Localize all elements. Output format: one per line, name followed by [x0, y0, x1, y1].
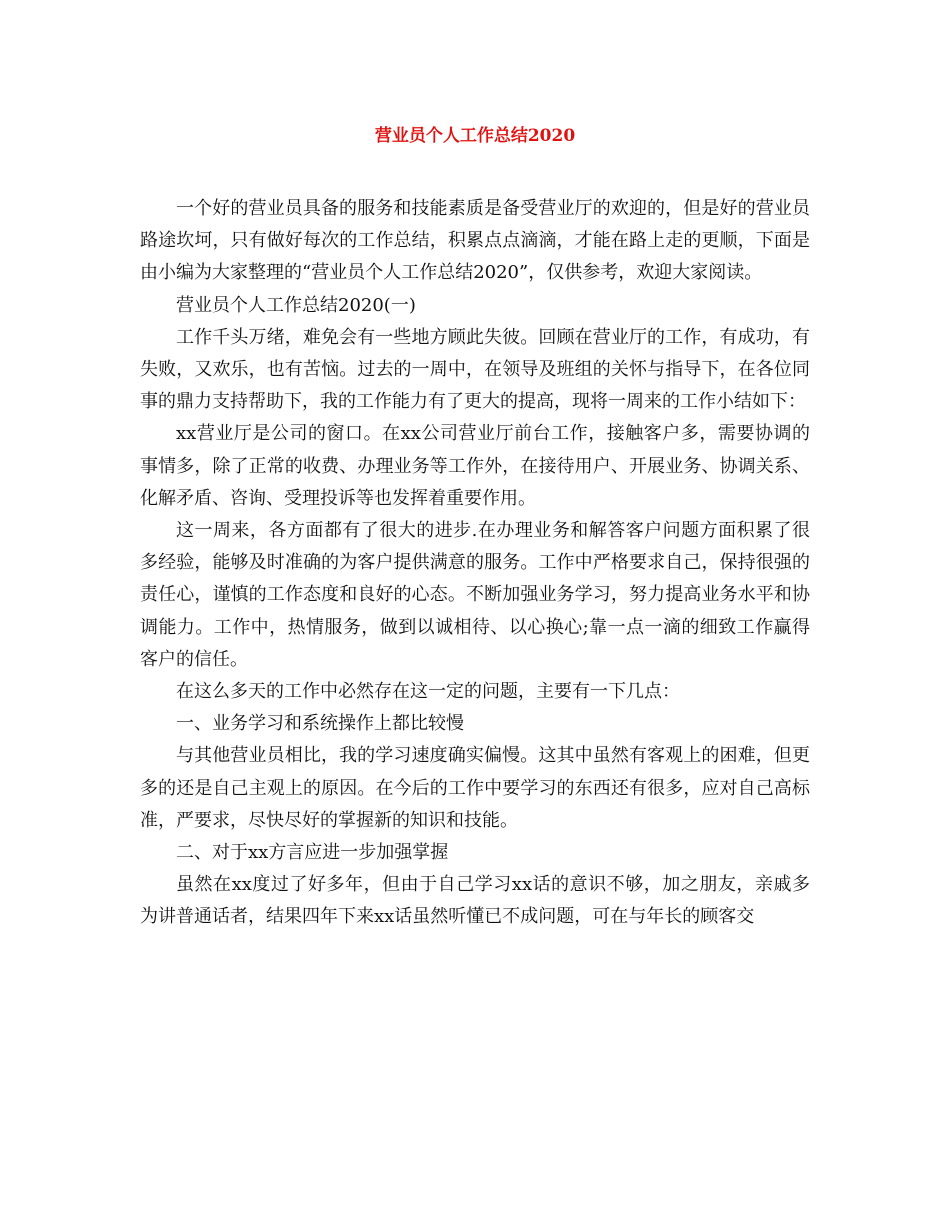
paragraph: 在这么多天的工作中必然存在这一定的问题，主要有一下几点： — [176, 681, 680, 703]
document-title: 营业员个人工作总结2020 — [374, 126, 576, 146]
subheading-2: 二、对于xx方言应进一步加强掌握 — [176, 842, 449, 864]
document-body — [140, 193, 810, 934]
paragraph: 工作千头万绪，难免会有一些地方顾此失彼。回顾在营业厅的工作，有成功，有失败，又欢乐，也有苦恼。过去的一周中，在领导及班组的关怀与指导下，在各位同事的鼎力支持帮助下，我的工作能力有了更大的提高，现将一周来的工作小结如下： — [140, 326, 810, 413]
paragraph: 与其他营业员相比，我的学习速度确实偏慢。这其中虽然有客观上的困难，但更多的还是自己主观上的原因。在今后的工作中要学习的东西还有很多，应对自己高标准，严要求，尽快尽好的掌握新的知识和技能。 — [140, 745, 810, 831]
paragraph: xx营业厅是公司的窗口。在xx公司营业厅前台工作，接触客户多，需要协调的事情多，除了正常的收费、办理业务等工作外，在接待用户、开展业务、协调关系、化解矛盾、咨询、受理投诉等也发挥着重要作用。 — [140, 423, 810, 509]
paragraph: 虽然在xx度过了好多年，但由于自己学习xx话的意识不够，加之朋友，亲戚多为讲普通话者，结果四年下来xx话虽然听懂已不成问题，可在与年长的顾客交 — [140, 874, 810, 928]
section-heading: 营业员个人工作总结2020(一) — [176, 294, 416, 316]
paragraph: 这一周来，各方面都有了很大的进步.在办理业务和解答客户问题方面积累了很多经验，能够及时准确的为客户提供满意的服务。工作中严格要求自己，保持很强的责任心，谨慎的工作态度和良好的心态。不断加强业务学习，努力提高业务水平和协调能力。工作中，热情服务，做到以诚相待、以心换心;靠一点一滴的细致工作赢得客户的信任。 — [140, 520, 810, 670]
paragraph-intro: 一个好的营业员具备的服务和技能素质是备受营业厅的欢迎的，但是好的营业员路途坎坷，只有做好每次的工作总结，积累点点滴滴，才能在路上走的更顺，下面是由小编为大家整理的“营业员个人工作总结2020”，仅供参考，欢迎大家阅读。 — [140, 198, 810, 284]
subheading-1: 一、业务学习和系统操作上都比较慢 — [176, 713, 464, 735]
